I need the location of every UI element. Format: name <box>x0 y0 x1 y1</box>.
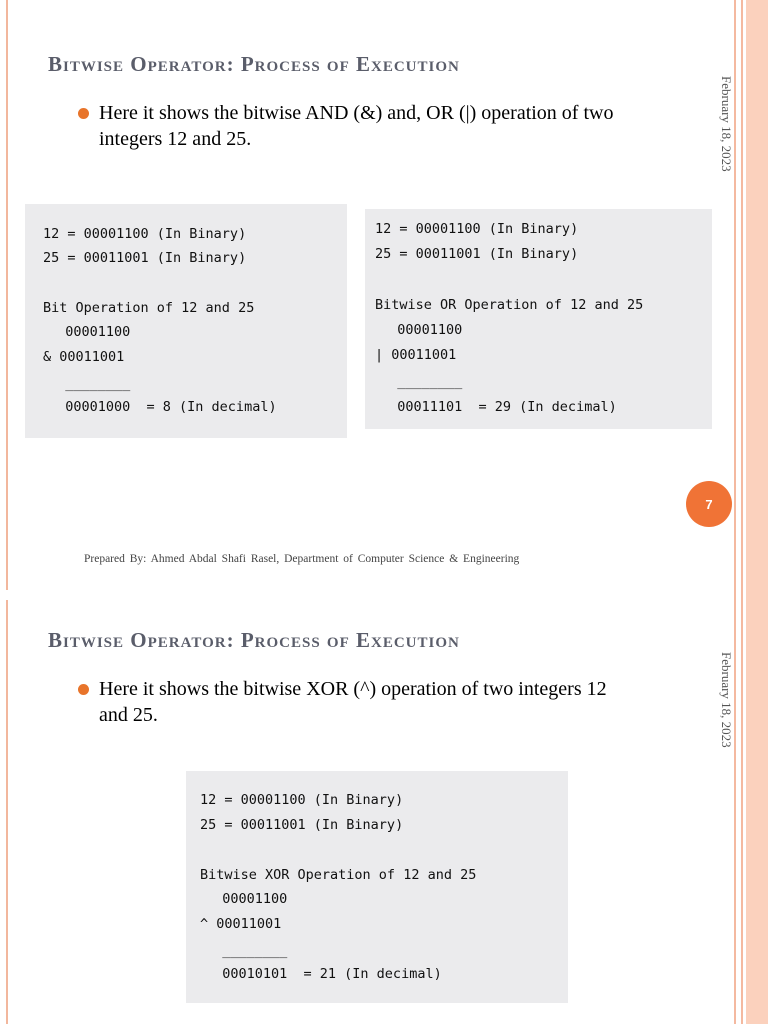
bullet-dot-icon <box>78 108 89 119</box>
slide-date: February 18, 2023 <box>719 76 734 172</box>
code-line: Bit Operation of 12 and 25 <box>43 300 255 316</box>
bullet-dot-icon <box>78 684 89 695</box>
code-line: 00011101 = 29 (In decimal) <box>381 399 617 415</box>
code-block-xor <box>186 771 568 1003</box>
code-line: 12 = 00001100 (In Binary) <box>200 792 404 808</box>
bullet-text: Here it shows the bitwise XOR (^) operation of two integers 12 and 25. <box>99 678 607 726</box>
code-block-and <box>25 204 347 438</box>
code-line: & 00011001 <box>43 349 125 365</box>
code-line: ^ 00011001 <box>200 916 282 932</box>
code-line: 00001100 <box>49 324 131 340</box>
code-block-or <box>365 209 712 429</box>
code-line: 12 = 00001100 (In Binary) <box>43 226 247 242</box>
bullet-text: Here it shows the bitwise AND (&) and, OR (|) operation of two integers 12 and 25. <box>99 102 614 150</box>
page-number-badge: 7 <box>686 481 732 527</box>
code-line: 25 = 00011001 (In Binary) <box>375 246 579 262</box>
code-line: 25 = 00011001 (In Binary) <box>200 817 404 833</box>
slide-title: Bitwise Operator: Process of Execution <box>48 628 460 652</box>
slide-left-border <box>6 600 8 1024</box>
right-border-decoration <box>734 0 768 1024</box>
bullet-item <box>78 676 618 728</box>
slide-date: February 18, 2023 <box>719 652 734 748</box>
code-line: ________ <box>381 374 463 390</box>
code-line: 00001100 <box>206 891 288 907</box>
code-line: 00010101 = 21 (In decimal) <box>206 966 442 982</box>
slide-8 <box>0 600 734 1024</box>
bullet-item <box>78 100 618 152</box>
code-line: ________ <box>206 943 288 959</box>
code-line: Bitwise OR Operation of 12 and 25 <box>375 297 644 313</box>
code-line: 12 = 00001100 (In Binary) <box>375 221 579 237</box>
code-line: | 00011001 <box>375 347 457 363</box>
code-line: ________ <box>49 376 131 392</box>
code-line: 25 = 00011001 (In Binary) <box>43 250 247 266</box>
slide-left-border <box>6 0 8 590</box>
code-line: Bitwise XOR Operation of 12 and 25 <box>200 867 477 883</box>
code-line: 00001000 = 8 (In decimal) <box>49 399 277 415</box>
slide-title: Bitwise Operator: Process of Execution <box>48 52 460 76</box>
code-line: 00001100 <box>381 322 463 338</box>
slide-footer: Prepared By: Ahmed Abdal Shafi Rasel, Department of Computer Science & Engineering <box>84 553 520 565</box>
